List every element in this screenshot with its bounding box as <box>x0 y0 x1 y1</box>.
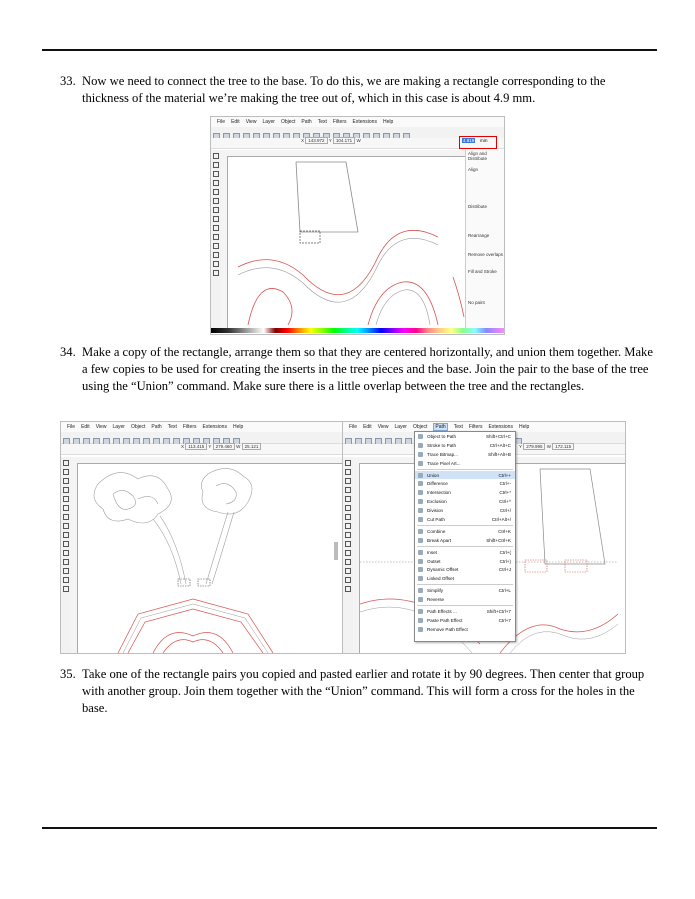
menu-separator <box>417 469 513 470</box>
spiral-tool-icon[interactable] <box>63 541 69 547</box>
step-text: Now we need to connect the tree to the base. To do this, we are making a rectangle corresponding to the thickness of the material we’re making the tree out of, which in this case is about 4.9 mm. <box>82 74 606 105</box>
menu-item-shortcut: Ctrl+L <box>498 588 511 594</box>
menu-item-label: Difference <box>427 481 448 487</box>
menu-item-shortcut: Shift+Ctrl+7 <box>486 608 511 614</box>
menu-edit[interactable]: Edit <box>81 424 90 430</box>
ellipse-tool-icon[interactable] <box>213 216 219 222</box>
menu-help[interactable]: Help <box>232 424 244 430</box>
menu-item-intersection[interactable] <box>415 488 515 497</box>
select-tool-icon[interactable] <box>63 460 69 466</box>
menu-item-dynamic-offset[interactable] <box>415 565 515 574</box>
rect-tool-icon[interactable] <box>345 505 351 511</box>
box3d-tool-icon[interactable] <box>63 514 69 520</box>
menu-item-label: Division <box>427 508 444 514</box>
y-field[interactable]: 104.171 <box>333 137 355 144</box>
menu-item-shortcut: Ctrl+* <box>499 490 511 496</box>
text-tool-icon[interactable] <box>213 270 219 276</box>
menu-item-exclusion[interactable] <box>415 497 515 506</box>
select-tool-icon[interactable] <box>213 153 219 159</box>
menu-item-shortcut: Shift+Alt+B <box>488 451 511 457</box>
menu-item-label: Reverse <box>427 597 445 603</box>
menu-item-label: Trace Bitmap... <box>427 451 458 457</box>
menu-edit[interactable]: Edit <box>363 424 372 430</box>
spiral-tool-icon[interactable] <box>213 234 219 240</box>
menu-item-shortcut: Ctrl+J <box>498 567 511 573</box>
menu-item-shortcut: Ctrl++ <box>498 472 511 478</box>
menu-help[interactable]: Help <box>518 424 530 430</box>
top-rule <box>42 49 657 51</box>
gradient-tool-icon[interactable] <box>63 586 69 592</box>
menu-item-break-apart[interactable] <box>415 536 515 545</box>
menu-object[interactable]: Object <box>412 424 428 430</box>
menu-item-label: Object to Path <box>427 433 457 439</box>
step-text: Make a copy of the rectangle, arrange them so that they are centered horizontally, and union them together. Make a few copies to be used for creating the inserts in the tree pieces and the base. Join the pair to the base of the tree using the “Union” command. Make sure there is a little overlap between the tree and the rectangles. <box>82 345 653 393</box>
menu-item-label: Combine <box>427 528 446 534</box>
w-label: W <box>546 444 551 449</box>
menu-item-label: Remove Path Effect <box>427 626 468 632</box>
menu-item-inset[interactable] <box>415 548 515 557</box>
node-tool-icon[interactable] <box>63 469 69 475</box>
menu-filters[interactable]: Filters <box>182 424 197 430</box>
menu-text[interactable]: Text <box>453 424 463 430</box>
step-number: 35. <box>60 667 76 681</box>
vertical-scrollbar[interactable] <box>334 542 338 560</box>
menu-item-label: Break Apart <box>427 537 452 543</box>
step-33 <box>60 73 655 107</box>
menu-view[interactable]: View <box>377 424 389 430</box>
menu-item-label: Path Effects ... <box>427 608 457 614</box>
tweak-tool-icon[interactable] <box>345 478 351 484</box>
w-field[interactable]: 4.919 <box>463 138 475 143</box>
menu-item-label: Simplify <box>427 588 444 594</box>
menu-extensions[interactable]: Extensions <box>352 119 377 125</box>
zoom-tool-icon[interactable] <box>63 487 69 493</box>
calligraphy-tool-icon[interactable] <box>213 261 219 267</box>
menu-separator <box>417 584 513 585</box>
measure-tool-icon[interactable] <box>213 189 219 195</box>
menu-help[interactable]: Help <box>382 119 394 125</box>
dock-distribute: Distribute <box>468 204 488 209</box>
menu-object[interactable]: Object <box>280 119 296 125</box>
menu-item-outset[interactable] <box>415 557 515 566</box>
menu-file[interactable]: File <box>349 424 358 430</box>
menu-item-simplify[interactable] <box>415 586 515 595</box>
menu-item-reverse[interactable] <box>415 595 515 604</box>
menu-item-label: Outset <box>427 558 441 564</box>
menu-path[interactable]: Path <box>301 119 312 125</box>
menu-item-difference[interactable] <box>415 479 515 488</box>
menu-file[interactable]: File <box>67 424 76 430</box>
w-field[interactable]: 25.121 <box>242 443 262 450</box>
menu-item-cut-path[interactable] <box>415 515 515 524</box>
tree-base-drawing <box>228 157 465 325</box>
menu-view[interactable]: View <box>245 119 257 125</box>
menu-item-shortcut: Ctrl+- <box>499 481 511 487</box>
menu-extensions[interactable]: Extensions <box>202 424 227 430</box>
select-tool-icon[interactable] <box>345 460 351 466</box>
ellipse-tool-icon[interactable] <box>63 523 69 529</box>
menu-layer[interactable]: Layer <box>262 119 275 125</box>
menu-item-shortcut: Ctrl+Alt+/ <box>491 516 511 522</box>
node-tool-icon[interactable] <box>345 469 351 475</box>
menu-separator <box>417 605 513 606</box>
menu-item-path-effects[interactable] <box>415 607 515 616</box>
step-number: 33. <box>60 74 76 88</box>
rect-tool-icon[interactable] <box>63 505 69 511</box>
step-text: Take one of the rectangle pairs you copied and pasted earlier and rotate it by 90 degrees. Then center that group with another group. Join them together with the “Union” command. This will form a cross for the holes in the base. <box>82 667 645 715</box>
horizontal-ruler <box>71 457 343 464</box>
box3d-tool-icon[interactable] <box>213 207 219 213</box>
menu-item-linked-offset[interactable] <box>415 574 515 583</box>
tweak-tool-icon[interactable] <box>63 478 69 484</box>
menu-text[interactable]: Text <box>167 424 177 430</box>
y-field[interactable]: 279.460 <box>213 443 235 450</box>
vertical-ruler <box>353 463 360 653</box>
vertical-ruler <box>71 463 78 653</box>
pen-tool-icon[interactable] <box>345 559 351 565</box>
menu-item-object-to-path[interactable] <box>415 432 515 441</box>
menu-edit[interactable]: Edit <box>231 119 240 125</box>
y-label: Y <box>328 138 332 143</box>
menu-separator <box>417 525 513 526</box>
menu-layer[interactable]: Layer <box>112 424 125 430</box>
dock-no-paint: No paint <box>468 300 485 305</box>
menu-filters[interactable]: Filters <box>468 424 483 430</box>
menu-text[interactable]: Text <box>317 119 327 125</box>
pencil-tool-icon[interactable] <box>345 550 351 556</box>
menu-path-open[interactable]: Path <box>435 424 446 430</box>
dock-fill-stroke: Fill and Stroke <box>468 269 497 274</box>
w-label: W <box>236 444 241 449</box>
dock-title: Align and Distribute <box>468 151 488 161</box>
menu-item-trace-pixel-art[interactable] <box>415 459 515 468</box>
menu-item-remove-path-effect[interactable] <box>415 625 515 634</box>
menu-item-label: Paste Path Effect <box>427 617 463 623</box>
tree-base-drawing <box>78 464 336 653</box>
color-palette[interactable] <box>211 328 504 333</box>
zoom-tool-icon[interactable] <box>213 180 219 186</box>
tool-controls-bar <box>61 444 343 455</box>
menu-item-shortcut: Ctrl+Alt+C <box>489 442 511 448</box>
ellipse-tool-icon[interactable] <box>345 523 351 529</box>
menu-item-label: Union <box>427 472 440 478</box>
menu-item-trace-bitmap[interactable] <box>415 450 515 459</box>
x-field[interactable]: 143.972 <box>305 137 327 144</box>
menu-item-shortcut: Shift+Ctrl+C <box>485 433 511 439</box>
menu-bar <box>61 422 343 432</box>
menu-object[interactable]: Object <box>130 424 146 430</box>
zoom-tool-icon[interactable] <box>345 487 351 493</box>
x-label: X <box>301 138 305 143</box>
pen-tool-icon[interactable] <box>63 559 69 565</box>
spiral-tool-icon[interactable] <box>345 541 351 547</box>
menu-item-label: Intersection <box>427 490 451 496</box>
y-label: Y <box>208 444 212 449</box>
calligraphy-tool-icon[interactable] <box>345 568 351 574</box>
star-tool-icon[interactable] <box>63 532 69 538</box>
dock-rearrange: Rearrange <box>468 233 490 238</box>
menu-item-label: Trace Pixel Art... <box>427 460 461 466</box>
menu-item-label: Dynamic Offset <box>427 567 459 573</box>
menu-extensions[interactable]: Extensions <box>488 424 513 430</box>
align-dock-panel <box>465 150 505 328</box>
menu-item-label: Linked Offset <box>427 576 454 582</box>
menu-item-label: Cut Path <box>427 516 445 522</box>
drawing-canvas[interactable] <box>78 464 336 653</box>
step-34 <box>60 344 655 395</box>
dock-align: Align <box>468 167 479 172</box>
x-label: X <box>181 444 185 449</box>
menu-bar <box>211 117 504 127</box>
menu-item-shortcut: Ctrl+) <box>499 558 511 564</box>
menu-file[interactable]: File <box>217 119 226 125</box>
menu-item-division[interactable] <box>415 506 515 515</box>
highlight-width-field <box>459 136 497 149</box>
menu-item-stroke-to-path[interactable] <box>415 441 515 450</box>
pencil-tool-icon[interactable] <box>213 243 219 249</box>
star-tool-icon[interactable] <box>213 225 219 231</box>
menu-view[interactable]: View <box>95 424 107 430</box>
star-tool-icon[interactable] <box>345 532 351 538</box>
menu-item-shortcut: Ctrl+( <box>499 549 511 555</box>
measure-tool-icon[interactable] <box>345 496 351 502</box>
w-label: W <box>356 138 361 143</box>
menu-item-shortcut: Ctrl+^ <box>499 499 511 505</box>
dock-remove-overlaps: Remove overlaps <box>468 252 504 257</box>
menu-item-label: Exclusion <box>427 499 447 505</box>
menu-item-union[interactable] <box>415 471 515 480</box>
drawing-canvas[interactable] <box>228 157 465 325</box>
pencil-tool-icon[interactable] <box>63 550 69 556</box>
menu-layer[interactable]: Layer <box>394 424 407 430</box>
vertical-ruler <box>221 156 228 328</box>
menu-item-shortcut: Ctrl+7 <box>498 617 511 623</box>
step-number: 34. <box>60 345 76 359</box>
menu-item-shortcut: Shift+Ctrl+K <box>486 537 511 543</box>
unit-select[interactable]: mm <box>480 138 488 143</box>
menu-item-paste-path-effect[interactable] <box>415 616 515 625</box>
calligraphy-tool-icon[interactable] <box>63 568 69 574</box>
measure-tool-icon[interactable] <box>63 496 69 502</box>
text-tool-icon[interactable] <box>345 577 351 583</box>
menu-separator <box>417 546 513 547</box>
menu-item-label: Inset <box>427 549 437 555</box>
screenshot-path-union-menu <box>342 421 626 654</box>
menu-item-shortcut: Ctrl+/ <box>499 508 511 514</box>
box3d-tool-icon[interactable] <box>345 514 351 520</box>
node-tool-icon[interactable] <box>213 162 219 168</box>
menu-item-combine[interactable] <box>415 527 515 536</box>
rect-tool-icon[interactable] <box>213 198 219 204</box>
bottom-rule <box>42 827 657 829</box>
step-35 <box>60 666 655 717</box>
y-field[interactable]: 279.995 <box>523 443 545 450</box>
menu-item-label: Stroke to Path <box>427 442 457 448</box>
text-tool-icon[interactable] <box>63 577 69 583</box>
x-label: Y <box>519 444 522 449</box>
w-field[interactable]: 172.115 <box>552 443 574 450</box>
tweak-tool-icon[interactable] <box>213 171 219 177</box>
menu-filters[interactable]: Filters <box>332 119 347 125</box>
screenshot-rectangle-thickness <box>210 116 505 335</box>
screenshot-tree-with-rectangles <box>60 421 344 654</box>
path-menu-dropdown <box>414 431 516 642</box>
gradient-tool-icon[interactable] <box>345 586 351 592</box>
horizontal-ruler <box>221 150 466 157</box>
pen-tool-icon[interactable] <box>213 252 219 258</box>
x-field[interactable]: 113.415 <box>185 443 207 450</box>
menu-path[interactable]: Path <box>151 424 162 430</box>
menu-item-shortcut: Ctrl+K <box>498 528 511 534</box>
